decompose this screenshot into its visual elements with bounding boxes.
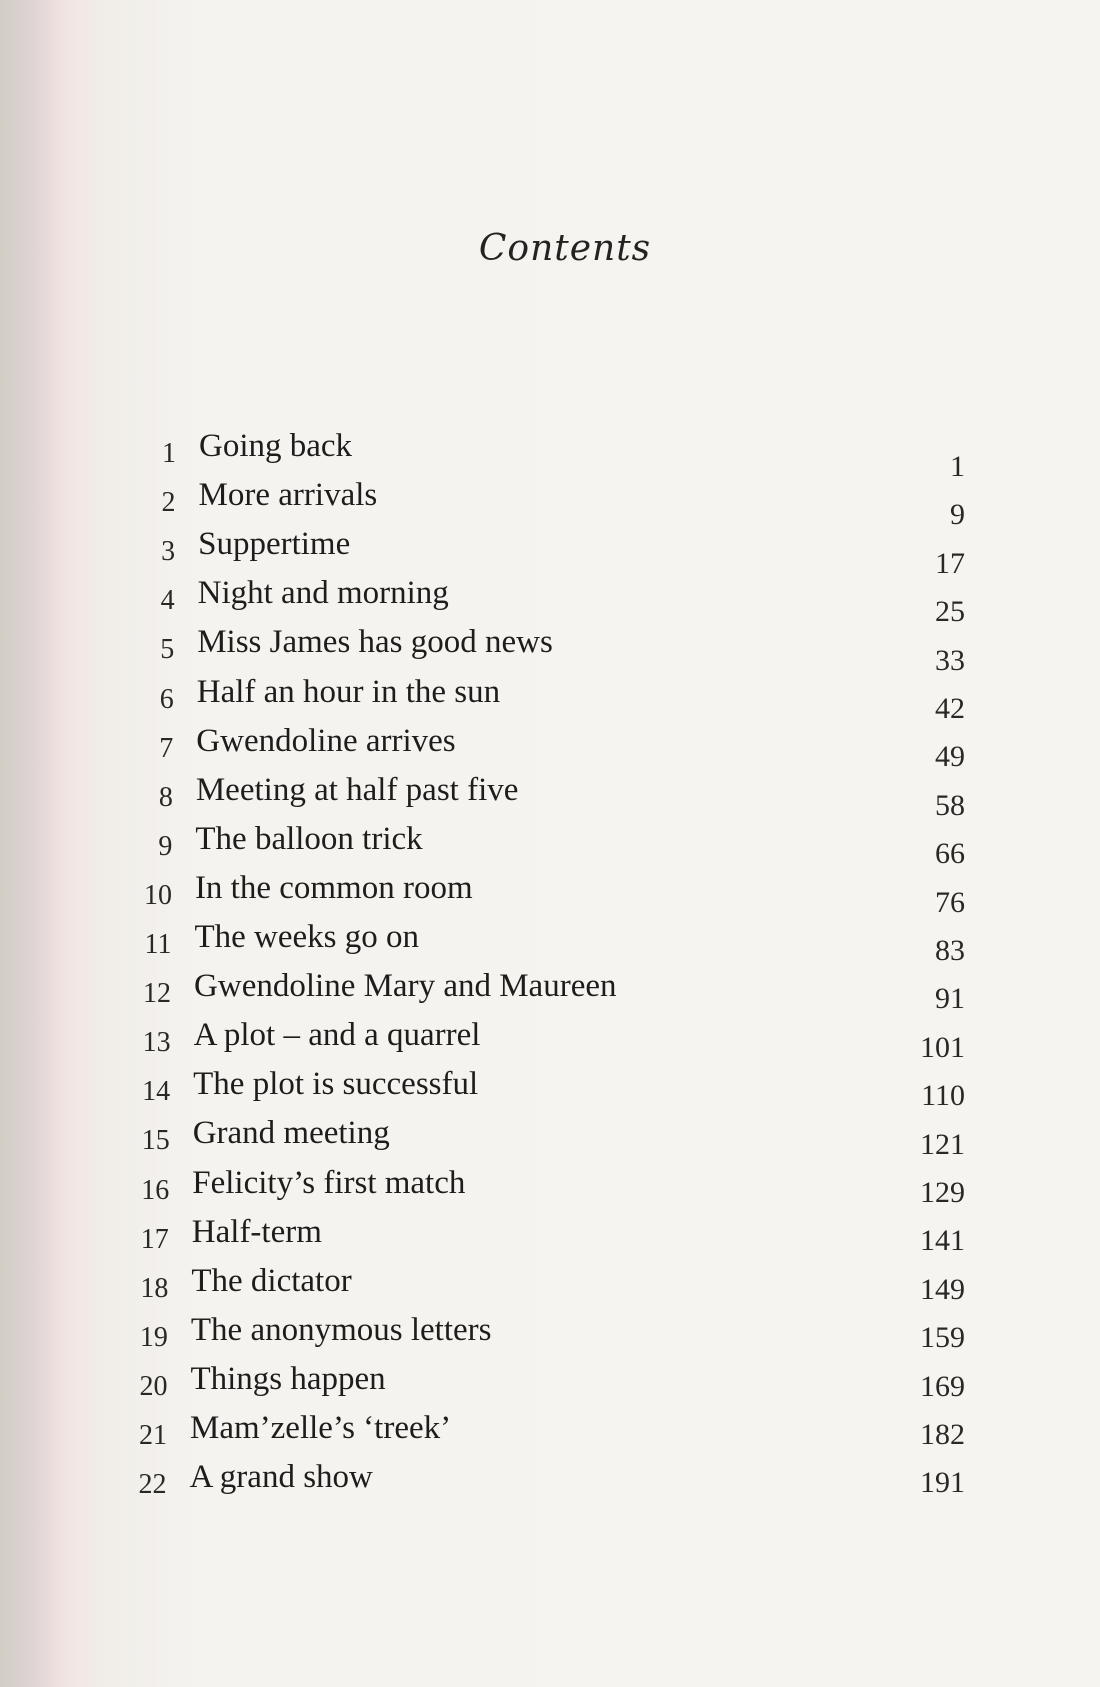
chapter-number: 13 — [142, 1027, 171, 1059]
toc-entry — [0, 477, 1100, 532]
chapter-number: 6 — [159, 683, 174, 715]
toc-entry — [0, 919, 1100, 969]
chapter-number: 4 — [160, 585, 175, 617]
chapter-title: A grand show — [189, 1459, 373, 1496]
page-number: 191 — [920, 1466, 965, 1500]
page-number: 129 — [920, 1176, 965, 1209]
chapter-number: 16 — [141, 1174, 170, 1206]
page-number: 121 — [920, 1127, 965, 1161]
toc-entry — [0, 772, 1100, 822]
chapter-number: 1 — [162, 438, 176, 469]
page-title: Contents — [478, 228, 652, 269]
chapter-number: 11 — [144, 929, 172, 960]
toc-entry — [0, 1115, 1100, 1165]
chapter-number: 12 — [143, 978, 172, 1010]
toc-entry — [0, 1459, 1100, 1509]
toc-entry — [0, 1410, 1100, 1460]
page-number: 1 — [950, 450, 965, 483]
toc-entry — [0, 968, 1100, 1018]
page-number: 83 — [935, 934, 965, 967]
chapter-number: 18 — [140, 1272, 169, 1304]
chapter-number: 20 — [139, 1370, 168, 1402]
toc-entry — [0, 870, 1100, 920]
chapter-title: Things happen — [190, 1360, 386, 1397]
toc-entry — [0, 674, 1100, 724]
chapter-title: Grand meeting — [192, 1115, 390, 1152]
chapter-title: Half an hour in the sun — [196, 673, 501, 710]
page-number: 91 — [935, 982, 965, 1016]
chapter-number: 14 — [142, 1076, 171, 1108]
page-number: 17 — [935, 546, 965, 580]
chapter-number: 7 — [159, 732, 174, 764]
page-number: 66 — [935, 837, 965, 871]
chapter-number: 15 — [141, 1125, 170, 1157]
chapter-title: A plot – and a quarrel — [193, 1017, 481, 1054]
chapter-title: Gwendoline arrives — [196, 722, 456, 759]
page-number: 49 — [935, 740, 965, 774]
chapter-title: The balloon trick — [195, 820, 423, 857]
page-number: 9 — [950, 498, 965, 532]
page-number: 159 — [920, 1321, 965, 1355]
chapter-number: 9 — [158, 830, 173, 862]
chapter-title: The dictator — [191, 1262, 352, 1299]
page-number: 42 — [935, 692, 965, 725]
chapter-title: The plot is successful — [193, 1066, 479, 1103]
chapter-title: Suppertime — [198, 526, 351, 563]
page-number: 33 — [935, 643, 965, 677]
toc-entry — [0, 526, 1100, 580]
chapter-number: 19 — [139, 1321, 168, 1353]
chapter-title: The anonymous letters — [190, 1311, 492, 1348]
page-number: 149 — [920, 1272, 965, 1306]
page-number: 58 — [935, 788, 965, 822]
chapter-number: 22 — [138, 1469, 167, 1501]
toc-entry — [0, 821, 1100, 871]
chapter-number: 2 — [161, 487, 176, 519]
toc-entry — [0, 1017, 1100, 1067]
page-number: 141 — [920, 1224, 965, 1258]
toc-entry — [0, 1361, 1100, 1411]
toc-entry — [0, 723, 1100, 773]
page-number: 169 — [920, 1369, 965, 1403]
chapter-title: Mam’zelle’s ‘treek’ — [190, 1410, 452, 1446]
chapter-number: 17 — [140, 1223, 169, 1255]
chapter-title: Going back — [199, 428, 353, 464]
page-number: 25 — [935, 595, 965, 629]
page-number: 110 — [921, 1079, 965, 1113]
chapter-number: 3 — [161, 536, 176, 568]
chapter-title: More arrivals — [198, 477, 378, 514]
chapter-title: The weeks go on — [194, 919, 420, 955]
toc-entry — [0, 1165, 1100, 1215]
chapter-title: In the common room — [194, 869, 473, 906]
toc-entry — [0, 428, 1100, 483]
toc-entry — [0, 575, 1100, 629]
chapter-title: Felicity’s first match — [192, 1164, 466, 1201]
chapter-title: Miss James has good news — [197, 624, 553, 661]
chapter-number: 8 — [158, 781, 173, 813]
chapter-title: Night and morning — [197, 575, 449, 612]
page-number: 182 — [920, 1418, 965, 1451]
chapter-title: Half-term — [191, 1213, 322, 1250]
toc-entry — [0, 1214, 1100, 1264]
page-number: 76 — [935, 885, 965, 919]
toc-entry — [0, 1312, 1100, 1362]
chapter-number: 5 — [160, 634, 175, 666]
toc-entry — [0, 1066, 1100, 1116]
chapter-number: 10 — [143, 879, 172, 911]
toc-entry — [0, 1263, 1100, 1313]
chapter-title: Meeting at half past five — [195, 771, 519, 808]
page-number: 101 — [920, 1030, 965, 1064]
chapter-number: 21 — [139, 1420, 167, 1451]
chapter-title: Gwendoline Mary and Maureen — [194, 968, 617, 1005]
toc-entry — [0, 624, 1100, 677]
